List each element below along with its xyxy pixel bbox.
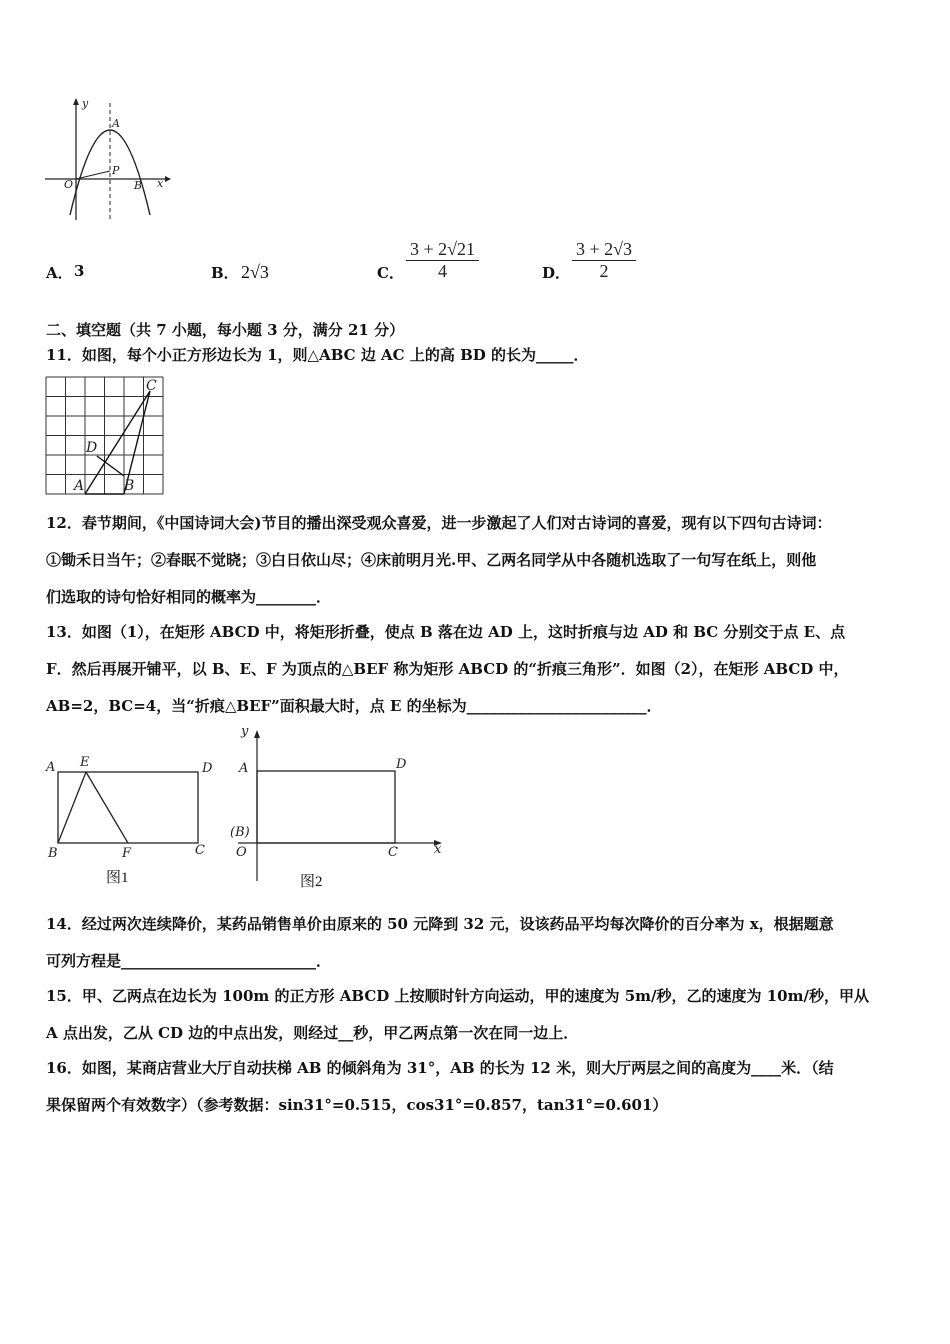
fig1-label-a: A [46, 760, 56, 775]
fig2-label-b: (B) [230, 825, 250, 840]
choice-c-letter: C． [377, 264, 404, 282]
label-o: O [64, 178, 74, 191]
choice-c-numerator: 3 + 2√21 [406, 239, 479, 261]
q15-line2: A 点出发，乙从 CD 边的中点出发，则经过__秒，甲乙两点第一次在同一边上． [46, 1024, 579, 1042]
fig1-label-f: F [122, 846, 132, 861]
q12-line3: 们选取的诗句恰好相同的概率为________． [46, 588, 332, 606]
choice-a-value: 3 [74, 262, 85, 280]
q11-grid-svg [45, 376, 165, 496]
q16-line1: 16．如图，某商店营业大厅自动扶梯 AB 的倾斜角为 31°，AB 的长为 12 米，则大厅两层之间的高度为____米．（结 [46, 1059, 834, 1077]
q14-line1: 14．经过两次连续降价，某药品销售单价由原来的 50 元降到 32 元，设该药品平均每次降价的百分率为 x，根据题意 [46, 915, 834, 933]
choice-c-fraction [406, 239, 479, 282]
choice-d-letter: D． [542, 264, 571, 282]
y-axis-arrow [73, 98, 79, 105]
fig2-label-d: D [396, 757, 407, 772]
choice-d-denominator: 2 [599, 261, 609, 281]
q11-label-a: A [74, 478, 85, 494]
q11-text: 11．如图，每个小正方形边长为 1，则△ABC 边 AC 上的高 BD 的长为_____． [46, 346, 589, 364]
fig1-caption: 图1 [106, 870, 129, 886]
q16-line2: 果保留两个有效数字）（参考数据：sin31°=0.515，cos31°=0.857，tan31°=0.601） [46, 1096, 668, 1114]
fig1-be [58, 772, 86, 843]
label-p: P [112, 164, 120, 177]
fig2-y-arrow [254, 730, 260, 738]
fig1-rect [58, 772, 198, 843]
fig1-ef [86, 772, 128, 843]
q13-line2: F．然后再展开铺平，以 B、E、F 为顶点的△BEF 称为矩形 ABCD 的“折痕三角形”．如图（2），在矩形 ABCD 中， [46, 660, 849, 678]
fig1-label-c: C [195, 843, 205, 858]
q13-line1: 13．如图（1），在矩形 ABCD 中，将矩形折叠，使点 B 落在边 AD 上，这时折痕与边 AD 和 BC 分别交于点 E、点 [46, 623, 846, 641]
section2-title: 二、填空题（共 7 小题，每小题 3 分，满分 21 分） [46, 321, 405, 339]
q15-line1: 15．甲、乙两点在边长为 100m 的正方形 ABCD 上按顺时针方向运动，甲的速度为 5m/秒，乙的速度为 10m/秒，甲从 [46, 987, 869, 1005]
fig2-rect [257, 771, 395, 843]
label-x: x [157, 177, 164, 190]
choice-b-letter: B． [211, 264, 239, 282]
choice-c-denominator: 4 [438, 261, 448, 281]
x-axis-arrow [165, 176, 171, 182]
fig2-label-x: x [434, 842, 442, 857]
parabola-svg [40, 95, 200, 235]
label-y: y [82, 97, 89, 110]
q11-label-d: D [86, 440, 98, 456]
fig1-label-e: E [80, 755, 90, 770]
choice-a-letter: A． [46, 264, 73, 282]
choice-d-numerator: 3 + 2√3 [572, 239, 636, 261]
fig2-label-y: y [241, 724, 249, 739]
fig1-label-d: D [202, 761, 213, 776]
q13-line3: AB=2，BC=4，当“折痕△BEF”面积最大时，点 E 的坐标为________________________． [46, 697, 662, 715]
q12-line1: 12．春节期间，《中国诗词大会)节目的播出深受观众喜爱，进一步激起了人们对古诗词的喜爱，现有以下四句古诗词： [46, 514, 832, 532]
fig1-label-b: B [48, 846, 58, 861]
grid-lines [46, 377, 163, 494]
fig1-svg [58, 771, 208, 851]
label-a: A [112, 117, 120, 130]
q11-label-c: C [146, 378, 157, 394]
fig2-caption: 图2 [300, 874, 323, 890]
q11-label-b: B [124, 478, 135, 494]
choice-b-value: 2√3 [241, 262, 269, 282]
choice-d-fraction [572, 239, 636, 282]
q12-line2: ①锄禾日当午；②春眠不觉晓；③白日依山尽；④床前明月光.甲、乙两名同学从中各随机选取了一句写在纸上，则他 [46, 551, 817, 569]
q14-line2: 可列方程是__________________________． [46, 952, 332, 970]
fig2-label-a: A [239, 761, 249, 776]
fig2-svg [238, 726, 448, 886]
label-b: B [134, 179, 143, 192]
fig2-label-o: O [236, 845, 247, 860]
fig2-label-c: C [388, 845, 398, 860]
